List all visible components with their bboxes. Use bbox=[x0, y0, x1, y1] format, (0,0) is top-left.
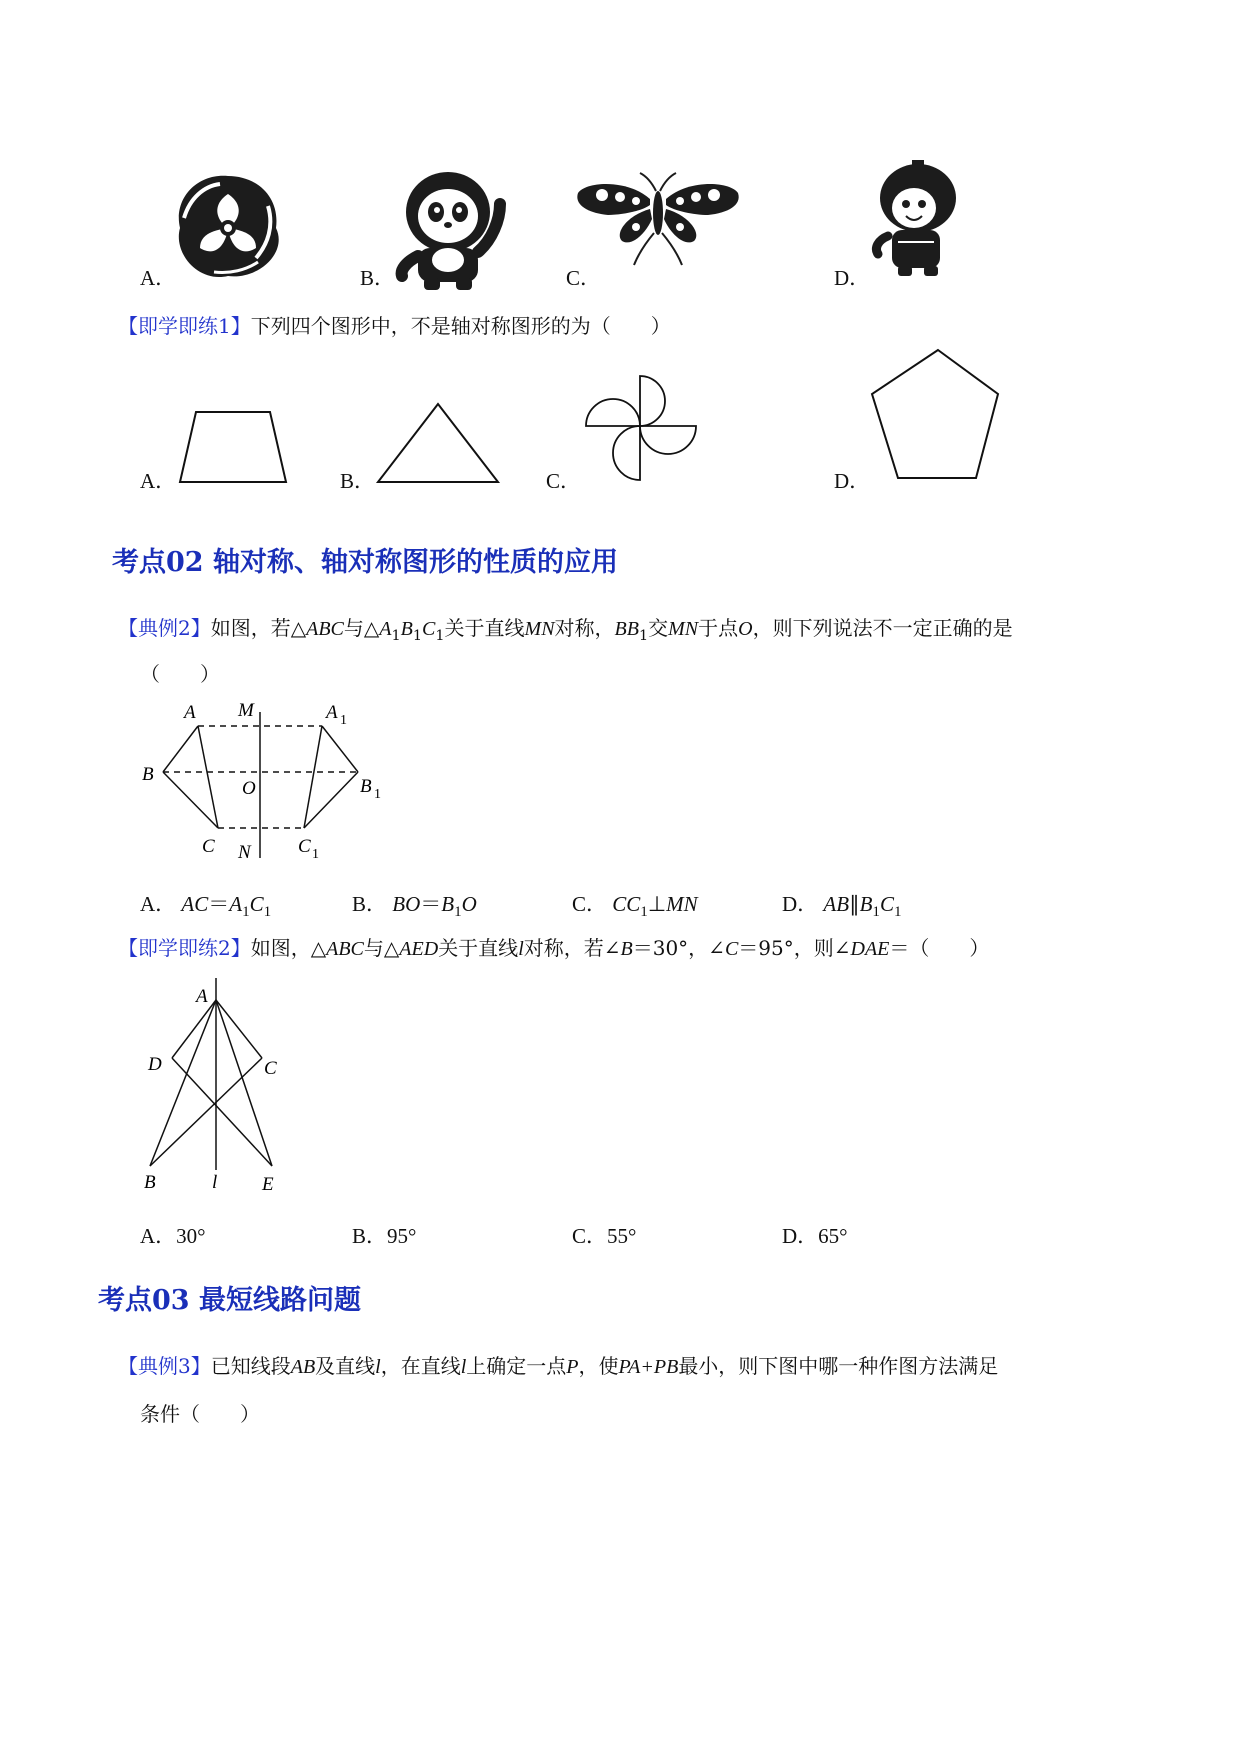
label-A: A bbox=[184, 702, 196, 723]
q0-figures bbox=[0, 0, 1240, 300]
practice1-option-a: A． bbox=[140, 469, 177, 493]
panda-mascot-icon bbox=[402, 172, 500, 290]
example2-option-d: D． $AB\parallel B_1C_1$ bbox=[782, 892, 902, 921]
example2-paren: （ ） bbox=[140, 662, 220, 686]
practice1-option-c: C． bbox=[546, 469, 582, 493]
butterfly-icon bbox=[577, 173, 738, 265]
practice2-option-b: B．95° bbox=[352, 1224, 417, 1248]
label-M: M bbox=[238, 700, 254, 721]
label-B1: B bbox=[360, 776, 372, 797]
example2-option-c: C． $CC_1\perp MN$ bbox=[572, 892, 698, 921]
label-C1-sub: 1 bbox=[312, 847, 319, 862]
practice2-tag: 【即学即练2】 bbox=[118, 936, 251, 960]
label-B1-sub: 1 bbox=[374, 787, 381, 802]
label-N: N bbox=[238, 842, 251, 863]
example2-option-b: B． $BO=B_1O$ bbox=[352, 892, 477, 921]
example3-question: 【典例3】已知线段AB及直线l，在直线l上确定一点P，使PA+PB最小，则下图中哪一种作图方法满足 bbox=[118, 1354, 999, 1378]
practice2-option-c: C．55° bbox=[572, 1224, 637, 1248]
label-A1-sub: 1 bbox=[340, 713, 347, 728]
label-C: C bbox=[264, 1058, 277, 1079]
label-C: C bbox=[202, 836, 215, 857]
practice1-option-d: D． bbox=[834, 469, 871, 493]
practice1-figures bbox=[0, 340, 1240, 500]
example3-question-cont: 条件（ ） bbox=[140, 1402, 260, 1426]
section2-title: 考点02 轴对称、轴对称图形的性质的应用 bbox=[112, 547, 618, 578]
practice2-option-a: A．30° bbox=[140, 1224, 206, 1248]
practice2-figure bbox=[0, 970, 320, 1200]
example2-figure bbox=[0, 690, 420, 870]
practice2-option-d: D．65° bbox=[782, 1224, 848, 1248]
label-D: D bbox=[148, 1054, 162, 1075]
practice1-text: 下列四个图形中，不是轴对称图形的为（ ） bbox=[250, 314, 671, 338]
pentagon-shape bbox=[872, 350, 998, 478]
triskelion-ornament-icon bbox=[179, 176, 279, 277]
section3-title: 考点03 最短线路问题 bbox=[98, 1285, 361, 1316]
q0-option-a: A． bbox=[140, 266, 177, 290]
pinwheel-shape bbox=[586, 376, 696, 480]
label-A1: A bbox=[326, 702, 338, 723]
practice2-question: 【即学即练2】如图，△ABC与△AED关于直线l对称，若∠B＝30°，∠C＝95°，则∠DAE＝（ ） bbox=[118, 936, 990, 960]
example2-tag: 【典例2】 bbox=[118, 616, 211, 640]
example3-tag: 【典例3】 bbox=[118, 1354, 211, 1378]
label-A: A bbox=[196, 986, 208, 1007]
q0-option-b: B． bbox=[360, 266, 396, 290]
label-O: O bbox=[242, 778, 256, 799]
q0-option-c: C． bbox=[566, 266, 602, 290]
triangle-shape bbox=[378, 404, 498, 482]
q0-option-d: D． bbox=[834, 266, 871, 290]
lantern-mascot-icon bbox=[876, 160, 956, 276]
example2-option-a: A． $AC=A_1C_1$ bbox=[140, 892, 272, 921]
label-l: l bbox=[212, 1172, 218, 1193]
practice1-tag: 【即学即练1】 bbox=[118, 314, 251, 338]
example2-question: 【典例2】如图，若△ABC与$\triangle A_1B_1C_1$关于直线MN对称，$BB_1$交MN于点O，则下列说法不一定正确的是 bbox=[118, 616, 1013, 644]
label-E: E bbox=[262, 1174, 274, 1195]
trapezoid-shape bbox=[180, 412, 286, 482]
label-B: B bbox=[142, 764, 154, 785]
practice1-option-b: B． bbox=[340, 469, 376, 493]
label-B: B bbox=[144, 1172, 156, 1193]
label-C1: C bbox=[298, 836, 311, 857]
practice1-question bbox=[118, 310, 671, 339]
